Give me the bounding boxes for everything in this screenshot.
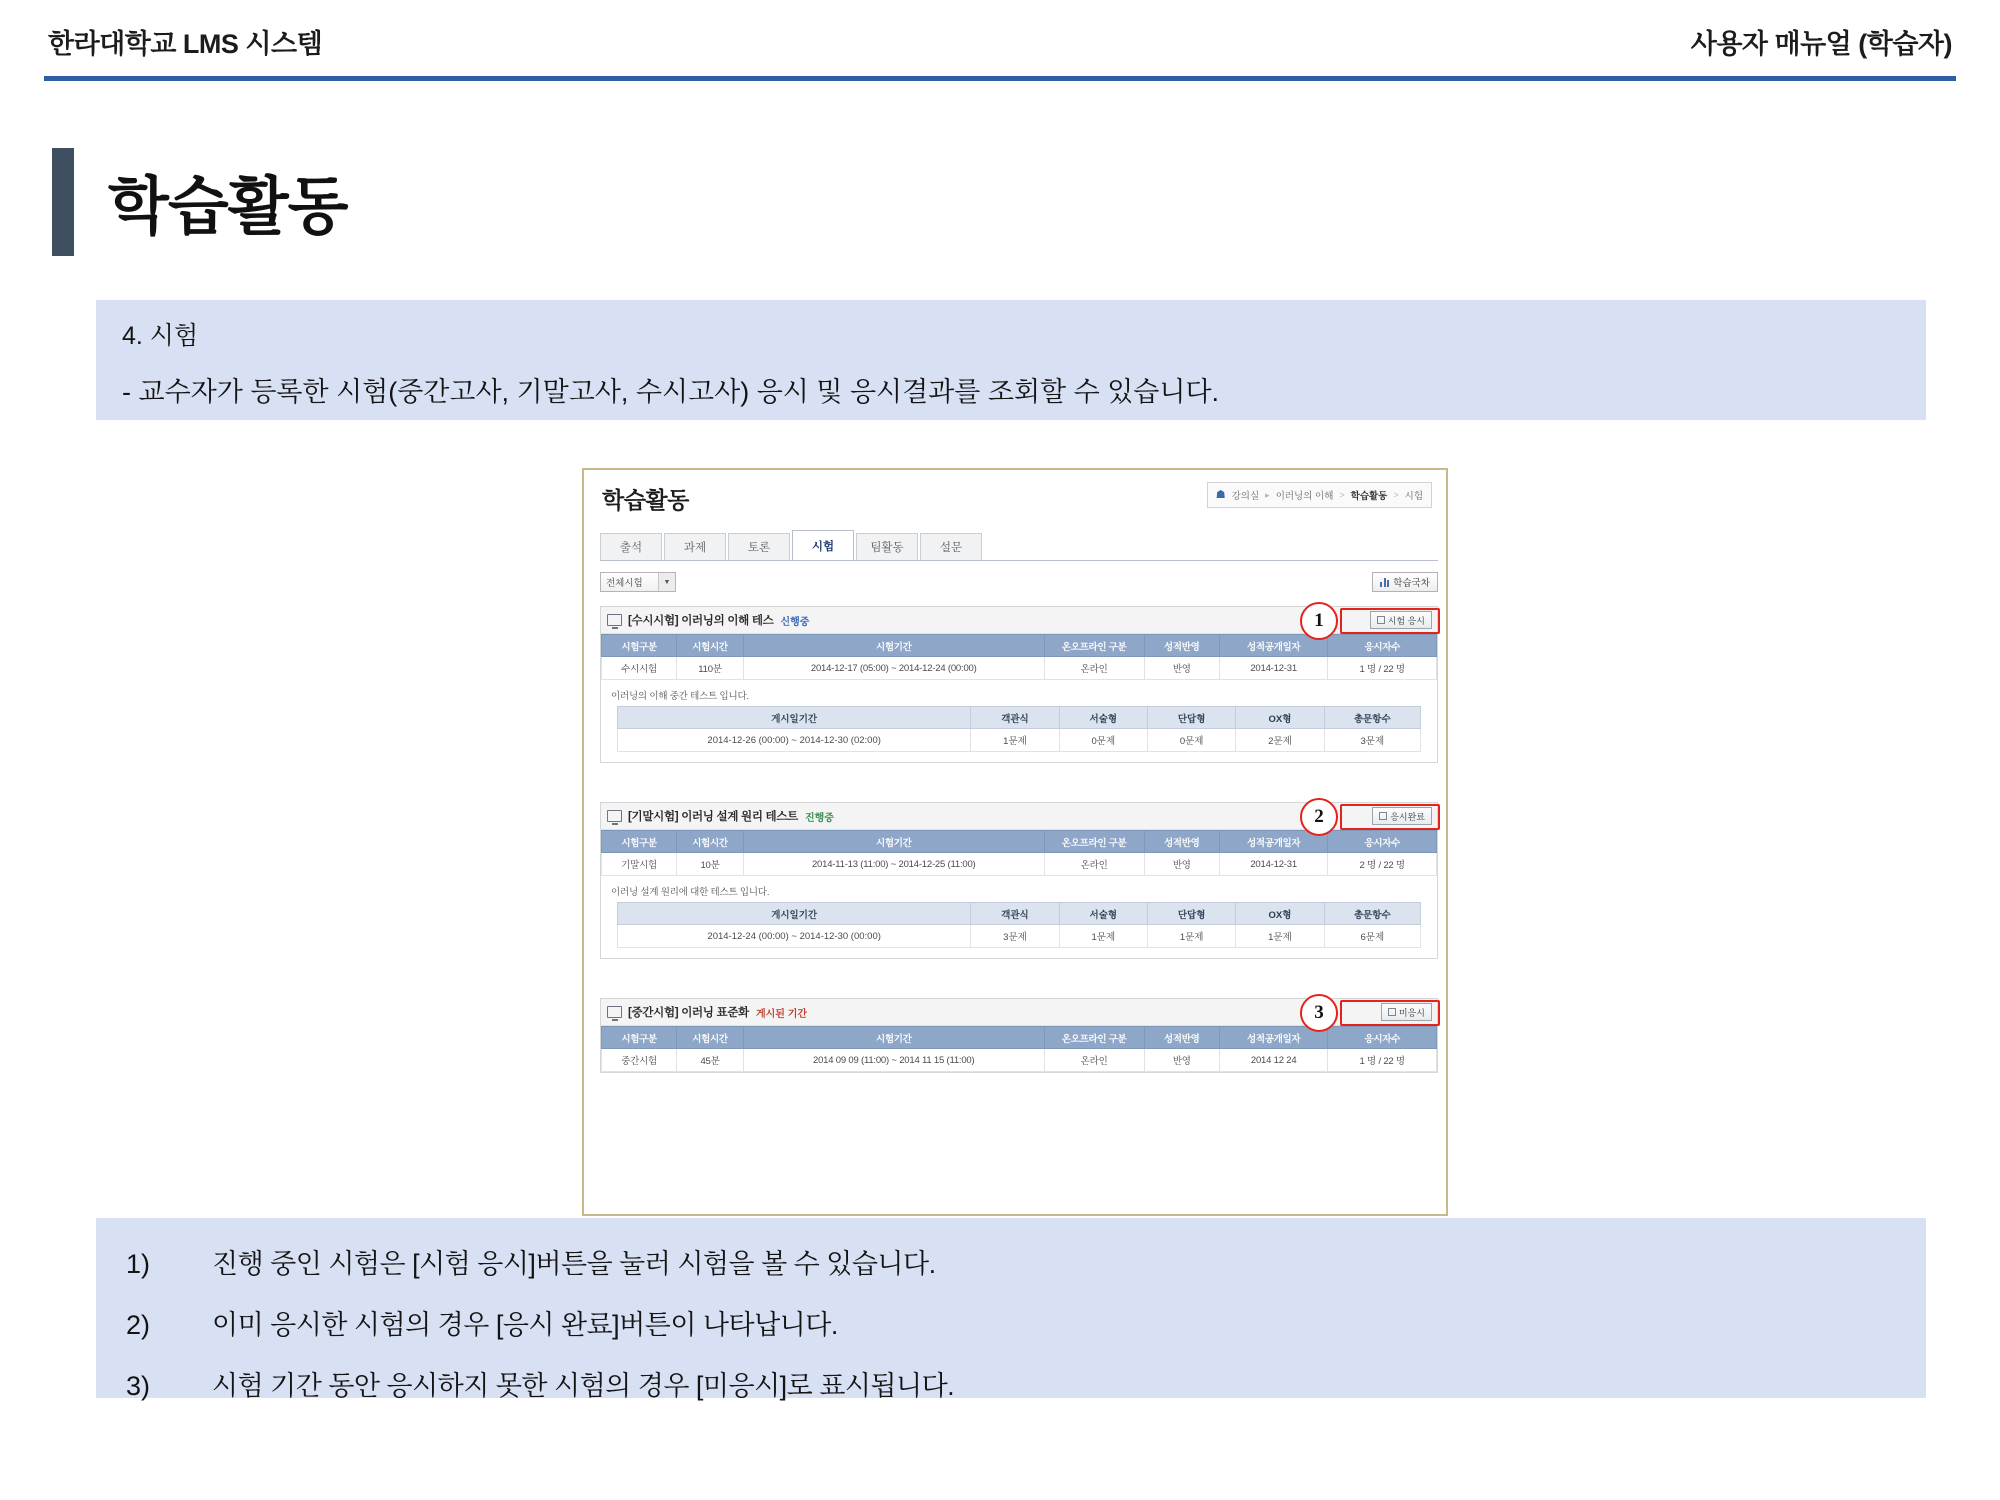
breadcrumb-item-2[interactable]: 학습활동 xyxy=(1350,491,1388,502)
cell-ox: 1문제 xyxy=(1236,925,1324,948)
header-system-title: 한라대학교 LMS 시스템 xyxy=(48,29,323,59)
cell-participants: 2 명 / 22 명 xyxy=(1328,853,1437,876)
col-exam-period: 시험기간 xyxy=(743,635,1044,657)
col-ox: OX형 xyxy=(1236,903,1324,925)
table-header-row xyxy=(618,707,1421,729)
col-exam-duration: 시험시간 xyxy=(677,831,744,853)
note-item xyxy=(126,1364,1926,1403)
checkbox-icon xyxy=(1379,812,1387,820)
col-multiple-choice: 객관식 xyxy=(971,903,1059,925)
tab-discussion[interactable]: 토론 xyxy=(728,533,790,560)
cell-exam-type: 기말시험 xyxy=(602,853,677,876)
table-row xyxy=(618,925,1421,948)
exam-info-table xyxy=(601,1026,1437,1072)
header-manual-title: 사용자 매뉴얼 (학습자) xyxy=(1690,29,1952,59)
exam-take-button-label: 시험 응시 xyxy=(1387,615,1425,626)
breadcrumb-item-0[interactable]: 강의실 xyxy=(1231,491,1260,502)
breadcrumb-item-1[interactable]: 이러닝의 이해 xyxy=(1275,491,1334,502)
learning-chart-label: 학습국차 xyxy=(1393,578,1430,589)
col-exam-period: 시험기간 xyxy=(743,831,1044,853)
note-text: 시험 기간 동안 응시하지 못한 시험의 경우 [미응시]로 표시됩니다. xyxy=(212,1371,955,1401)
home-icon[interactable]: ☗ xyxy=(1215,488,1226,501)
cell-exam-duration: 110분 xyxy=(677,657,744,680)
col-participants: 응시자수 xyxy=(1328,1027,1437,1049)
cell-ox: 2문제 xyxy=(1236,729,1324,752)
cell-exam-period: 2014-12-17 (05:00) ~ 2014-12-24 (00:00) xyxy=(743,657,1044,680)
exam-question-table xyxy=(617,706,1421,752)
cell-exam-period: 2014-11-13 (11:00) ~ 2014-12-25 (11:00) xyxy=(743,853,1044,876)
exam-question-table xyxy=(617,902,1421,948)
tab-assignment[interactable]: 과제 xyxy=(664,533,726,560)
note-item xyxy=(126,1303,1926,1342)
callout-number-3: 3 xyxy=(1300,994,1338,1032)
exam-info-table xyxy=(601,830,1437,876)
col-ox: OX형 xyxy=(1236,707,1324,729)
col-total-questions: 총문항수 xyxy=(1324,707,1420,729)
exam-filter-select[interactable] xyxy=(600,572,676,592)
cell-online-offline: 온라인 xyxy=(1044,657,1144,680)
col-online-offline: 온오프라인 구분 xyxy=(1044,1027,1144,1049)
exam-not-taken-button-label: 미응시 xyxy=(1398,1007,1425,1018)
callout-number-2: 2 xyxy=(1300,798,1338,836)
description-text: - 교수자가 등록한 시험(중간고사, 기말고사, 수시고사) 응시 및 응시결과를 조회할 수 있습니다. xyxy=(122,377,1220,407)
cell-grade-reflect: 반영 xyxy=(1144,853,1219,876)
col-grade-reflect: 성적반영 xyxy=(1144,635,1219,657)
col-essay: 서술형 xyxy=(1059,707,1147,729)
cell-exam-type: 수시시험 xyxy=(602,657,677,680)
col-grade-open-date: 성적공개일자 xyxy=(1219,1027,1328,1049)
filter-row xyxy=(600,572,1438,598)
cell-post-period: 2014-12-26 (00:00) ~ 2014-12-30 (02:00) xyxy=(618,729,971,752)
monitor-icon xyxy=(607,614,622,626)
cell-exam-type: 중간시험 xyxy=(602,1049,677,1072)
exam-status-badge: 진행중 xyxy=(804,812,834,824)
col-short-answer: 단답형 xyxy=(1147,903,1235,925)
col-online-offline: 온오프라인 구분 xyxy=(1044,831,1144,853)
notes-band xyxy=(96,1218,1926,1401)
col-exam-type: 시험구분 xyxy=(602,1027,677,1049)
exam-title: [기말시험] 이러닝 설계 원리 테스트 xyxy=(628,811,798,823)
cell-exam-duration: 45분 xyxy=(677,1049,744,1072)
cell-multiple-choice: 3문제 xyxy=(971,925,1059,948)
cell-total-questions: 3문제 xyxy=(1324,729,1420,752)
cell-online-offline: 온라인 xyxy=(1044,1049,1144,1072)
page-header xyxy=(0,0,2000,88)
chevron-down-icon[interactable]: ▼ xyxy=(658,573,675,591)
col-post-period: 게시일기간 xyxy=(618,903,971,925)
exam-status-badge: 게시된 기간 xyxy=(755,1008,808,1020)
cell-total-questions: 6문제 xyxy=(1324,925,1420,948)
cell-exam-duration: 10분 xyxy=(677,853,744,876)
exam-info-table xyxy=(601,634,1437,680)
exam-title: [수시시험] 이러닝의 이해 테스 xyxy=(628,615,774,627)
cell-essay: 0문제 xyxy=(1059,729,1147,752)
col-grade-reflect: 성적반영 xyxy=(1144,831,1219,853)
tab-survey[interactable]: 설문 xyxy=(920,533,982,560)
cell-grade-open-date: 2014 12 24 xyxy=(1219,1049,1328,1072)
note-index: 1) xyxy=(126,1249,151,1279)
cell-participants: 1 명 / 22 명 xyxy=(1328,1049,1437,1072)
exam-description: 이러닝 설계 원리에 대한 테스트 입니다. xyxy=(611,887,770,898)
col-short-answer: 단답형 xyxy=(1147,707,1235,729)
cell-multiple-choice: 1문제 xyxy=(971,729,1059,752)
cell-participants: 1 명 / 22 명 xyxy=(1328,657,1437,680)
tab-team-activity[interactable]: 팀활동 xyxy=(856,533,918,560)
tab-exam[interactable]: 시험 xyxy=(792,530,854,560)
breadcrumb-item-3[interactable]: 시험 xyxy=(1404,491,1423,502)
monitor-icon xyxy=(607,1006,622,1018)
col-exam-period: 시험기간 xyxy=(743,1027,1044,1049)
breadcrumb xyxy=(1207,482,1432,508)
page-title: 학습활동 xyxy=(108,170,348,243)
cell-grade-reflect: 반영 xyxy=(1144,657,1219,680)
col-online-offline: 온오프라인 구분 xyxy=(1044,635,1144,657)
exam-not-taken-button[interactable] xyxy=(1381,1003,1432,1021)
col-grade-open-date: 성적공개일자 xyxy=(1219,635,1328,657)
cell-essay: 1문제 xyxy=(1059,925,1147,948)
breadcrumb-separator: ▸ xyxy=(1265,489,1270,500)
breadcrumb-separator: > xyxy=(1393,490,1399,500)
col-grade-reflect: 성적반영 xyxy=(1144,1027,1219,1049)
exam-description: 이러닝의 이해 중간 테스트 입니다. xyxy=(611,691,749,702)
exam-status-badge: 신행중 xyxy=(780,616,810,628)
cell-grade-open-date: 2014-12-31 xyxy=(1219,853,1328,876)
exam-title: [중간시험] 이러닝 표준화 xyxy=(628,1007,749,1019)
note-index: 3) xyxy=(126,1371,151,1401)
cell-online-offline: 온라인 xyxy=(1044,853,1144,876)
col-grade-open-date: 성적공개일자 xyxy=(1219,831,1328,853)
col-exam-type: 시험구분 xyxy=(602,831,677,853)
col-participants: 응시자수 xyxy=(1328,831,1437,853)
col-post-period: 게시일기간 xyxy=(618,707,971,729)
exam-completed-button-label: 응시완료 xyxy=(1390,811,1425,822)
callout-number-1: 1 xyxy=(1300,602,1338,640)
note-text: 이미 응시한 시험의 경우 [응시 완료]버튼이 나타납니다. xyxy=(212,1310,838,1340)
exam-filter-value: 전체시험 xyxy=(606,578,643,589)
table-row xyxy=(602,1049,1437,1072)
note-item xyxy=(126,1242,1926,1281)
exam-completed-button[interactable] xyxy=(1372,807,1432,825)
tab-bar xyxy=(600,530,1438,561)
cell-grade-reflect: 반영 xyxy=(1144,1049,1219,1072)
cell-short-answer: 0문제 xyxy=(1147,729,1235,752)
checkbox-icon xyxy=(1388,1008,1396,1016)
description-band xyxy=(96,300,1926,420)
tab-attendance[interactable]: 출석 xyxy=(600,533,662,560)
checkbox-icon xyxy=(1377,616,1385,624)
learning-chart-button[interactable] xyxy=(1372,572,1438,592)
col-essay: 서술형 xyxy=(1059,903,1147,925)
note-text: 진행 중인 시험은 [시험 응시]버튼을 눌러 시험을 볼 수 있습니다. xyxy=(212,1249,936,1279)
table-row xyxy=(618,729,1421,752)
header-divider xyxy=(44,76,1956,81)
exam-take-button[interactable] xyxy=(1370,611,1432,629)
cell-short-answer: 1문제 xyxy=(1147,925,1235,948)
table-row xyxy=(602,657,1437,680)
col-exam-duration: 시험시간 xyxy=(677,635,744,657)
bar-chart-icon xyxy=(1380,578,1389,587)
cell-post-period: 2014-12-24 (00:00) ~ 2014-12-30 (00:00) xyxy=(618,925,971,948)
col-exam-duration: 시험시간 xyxy=(677,1027,744,1049)
breadcrumb-separator: > xyxy=(1339,490,1345,500)
table-header-row xyxy=(618,903,1421,925)
note-index: 2) xyxy=(126,1310,151,1340)
cell-exam-period: 2014 09 09 (11:00) ~ 2014 11 15 (11:00) xyxy=(743,1049,1044,1072)
table-row xyxy=(602,853,1437,876)
col-exam-type: 시험구분 xyxy=(602,635,677,657)
monitor-icon xyxy=(607,810,622,822)
screenshot-frame xyxy=(582,468,1448,1216)
cell-grade-open-date: 2014-12-31 xyxy=(1219,657,1328,680)
title-accent-bar xyxy=(52,148,74,256)
screenshot-page-title: 학습활동 xyxy=(602,487,689,513)
col-multiple-choice: 객관식 xyxy=(971,707,1059,729)
col-participants: 응시자수 xyxy=(1328,635,1437,657)
col-total-questions: 총문항수 xyxy=(1324,903,1420,925)
description-heading: 4. 시험 xyxy=(122,322,199,350)
